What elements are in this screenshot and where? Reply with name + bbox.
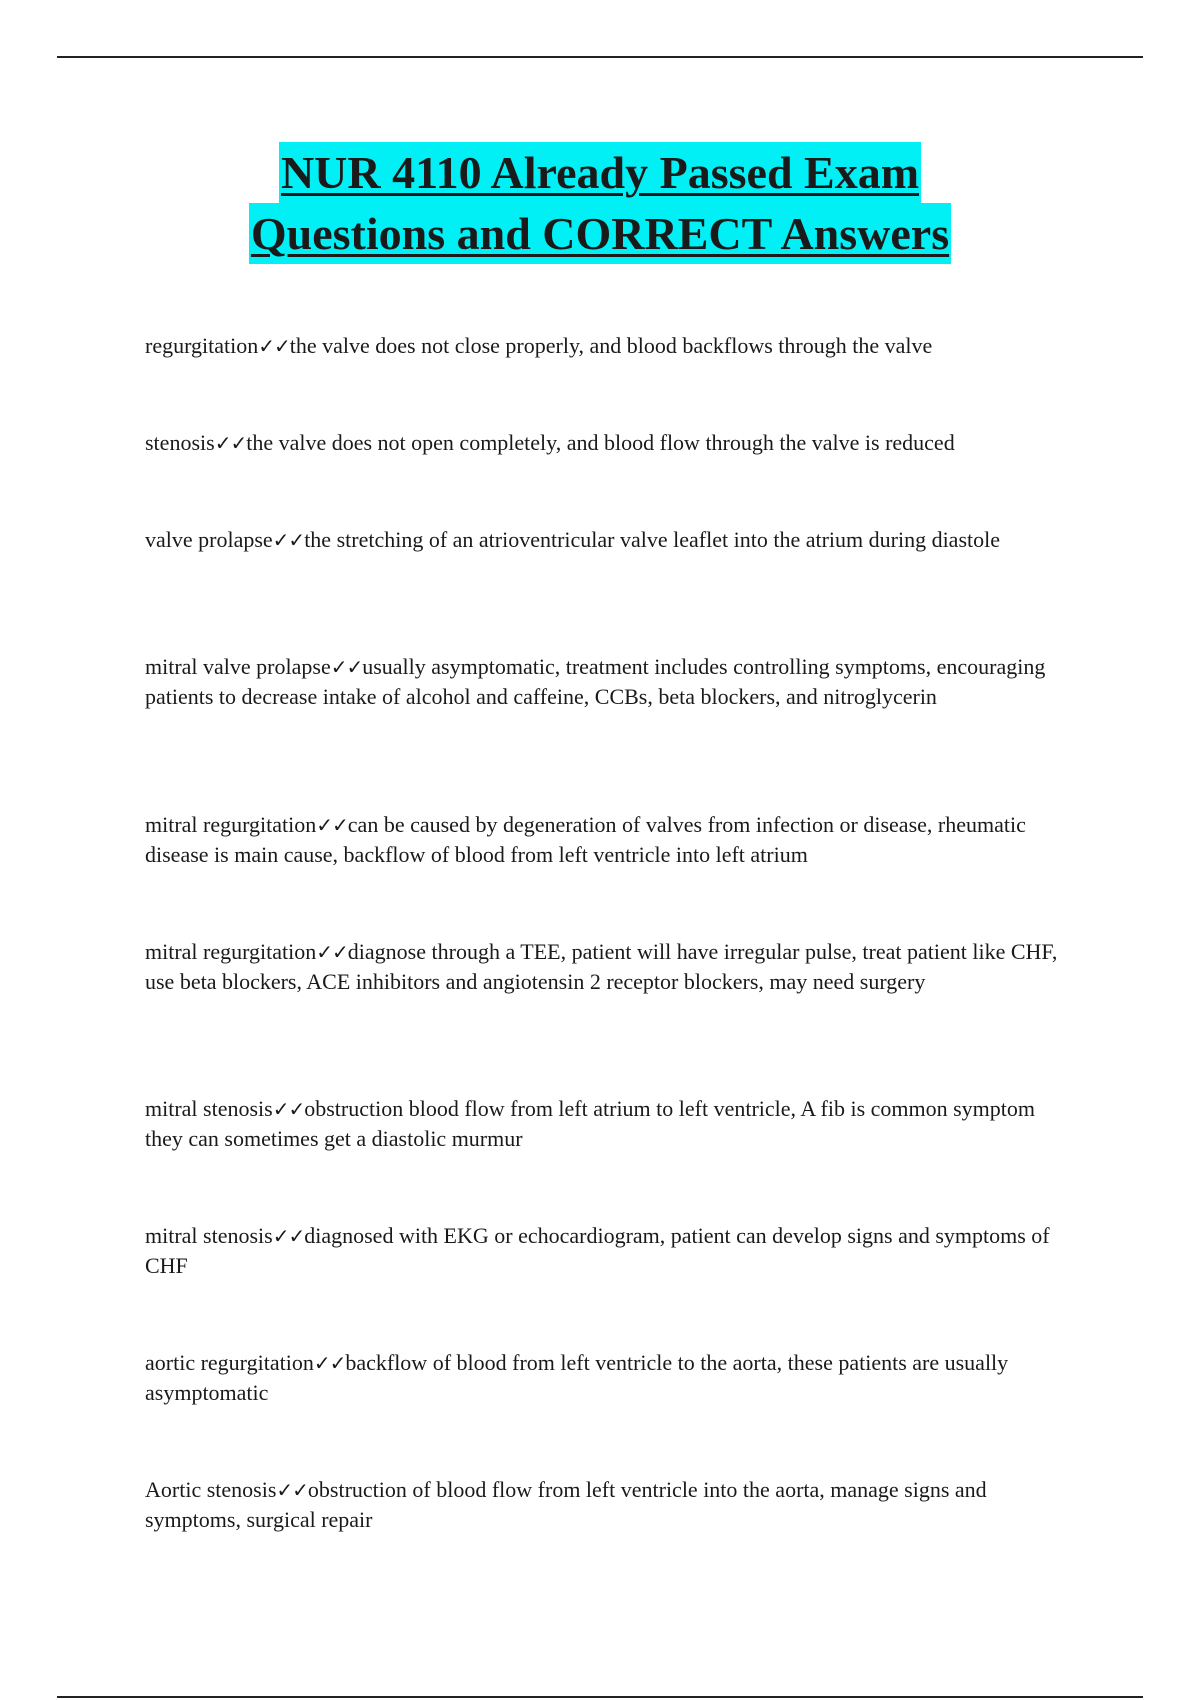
qa-entry: [145, 1475, 1075, 1535]
check-mark-icon: ✓✓: [276, 1478, 308, 1502]
check-mark-icon: ✓✓: [316, 813, 348, 837]
entry-term: mitral regurgitation: [145, 812, 317, 837]
document-title: [0, 142, 1200, 264]
entry-term: stenosis: [145, 430, 215, 455]
check-mark-icon: ✓✓: [272, 1224, 305, 1248]
entry-term: valve prolapse: [145, 527, 273, 552]
title-line-2: Questions and CORRECT Answers: [249, 203, 951, 264]
entry-term: mitral valve prolapse: [145, 654, 331, 679]
qa-entry: [145, 428, 1075, 458]
entry-term: regurgitation: [145, 333, 259, 358]
entry-definition: obstruction of blood flow from left ventricle into the aorta, manage signs and symptoms, surgical repair: [145, 1477, 987, 1532]
entry-term: mitral stenosis: [145, 1096, 273, 1121]
entry-term: mitral stenosis: [145, 1223, 273, 1248]
entry-definition: the valve does not open completely, and blood flow through the valve is reduced: [246, 430, 955, 455]
qa-entry: [145, 937, 1075, 997]
qa-entry: [145, 1221, 1075, 1281]
entry-term: Aortic stenosis: [145, 1477, 277, 1502]
qa-entry: [145, 525, 1075, 555]
qa-entry: [145, 652, 1075, 712]
top-rule: [57, 56, 1143, 58]
title-line-1: NUR 4110 Already Passed Exam: [279, 142, 921, 203]
bottom-rule: [57, 1696, 1143, 1698]
entry-definition: obstruction blood flow from left atrium to left ventricle, A fib is common symptom they can sometimes get a diastolic murmur: [145, 1096, 1036, 1151]
entry-definition: usually asymptomatic, treatment includes controlling symptoms, encouraging patients to decrease intake of alcohol and caffeine, CCBs, beta blockers, and nitroglycerin: [145, 654, 1046, 709]
entry-definition: diagnosed with EKG or echocardiogram, patient can develop signs and symptoms of CHF: [145, 1223, 1050, 1278]
check-mark-icon: ✓✓: [313, 1351, 346, 1375]
entry-definition: backflow of blood from left ventricle to the aorta, these patients are usually asymptomatic: [145, 1350, 1009, 1405]
check-mark-icon: ✓✓: [272, 1097, 305, 1121]
qa-entry: [145, 1094, 1075, 1154]
check-mark-icon: ✓✓: [330, 655, 363, 679]
qa-entry: [145, 810, 1075, 870]
entry-definition: can be caused by degeneration of valves from infection or disease, rheumatic disease is main cause, backflow of blood from left ventricle into left atrium: [145, 812, 1026, 867]
check-mark-icon: ✓✓: [316, 940, 348, 964]
entry-definition: diagnose through a TEE, patient will have irregular pulse, treat patient like CHF, use beta blockers, ACE inhibitors and angiotensin 2 receptor blockers, may need surgery: [145, 939, 1058, 994]
entry-term: aortic regurgitation: [145, 1350, 314, 1375]
entry-definition: the stretching of an atrioventricular valve leaflet into the atrium during diastole: [304, 527, 1001, 552]
check-mark-icon: ✓✓: [258, 334, 290, 358]
qa-entry: [145, 1348, 1075, 1408]
entry-definition: the valve does not close properly, and blood backflows through the valve: [289, 333, 933, 358]
entry-term: mitral regurgitation: [145, 939, 317, 964]
qa-entry: [145, 331, 1075, 361]
check-mark-icon: ✓✓: [214, 431, 247, 455]
check-mark-icon: ✓✓: [272, 528, 305, 552]
